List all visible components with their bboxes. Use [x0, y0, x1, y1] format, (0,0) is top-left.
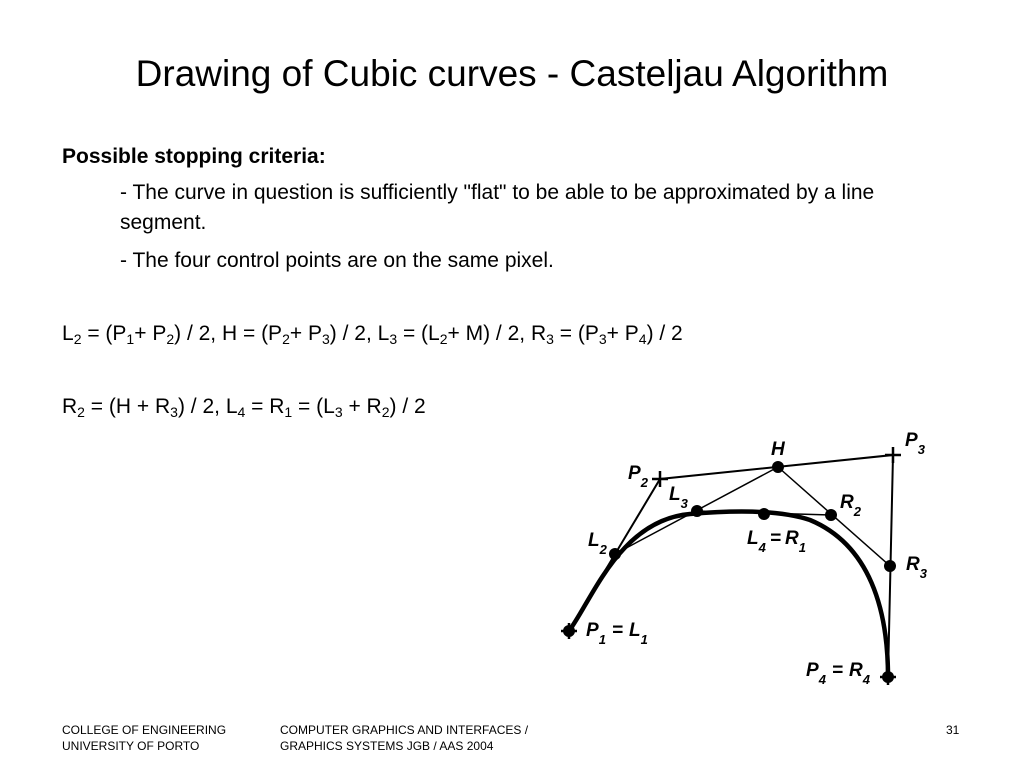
label-r2: $R_2$	[840, 492, 861, 519]
point-p1	[563, 625, 575, 637]
point-l4-r1	[758, 508, 770, 520]
p3-cross-marker	[885, 447, 901, 463]
page-number: 31	[946, 723, 960, 737]
point-r2	[825, 509, 837, 521]
bullet-same-pixel: - The four control points are on the same pixel.	[120, 249, 554, 272]
label-r3: $R_3$	[906, 554, 927, 581]
point-l3	[691, 505, 703, 517]
point-h	[772, 461, 784, 473]
footer-course-line1: COMPUTER GRAPHICS AND INTERFACES /	[280, 723, 529, 737]
point-r3	[884, 560, 896, 572]
point-l2	[609, 548, 621, 560]
slide-title: Drawing of Cubic curves - Casteljau Algorithm	[135, 53, 889, 94]
footer-institution	[62, 722, 226, 754]
footer-university: UNIVERSITY OF PORTO	[62, 739, 200, 753]
bullet-flatness: - The curve in question is sufficiently "flat" to be able to be approximated by a line segment.	[120, 181, 875, 234]
point-p4	[882, 671, 894, 683]
label-p2: $P_2$	[628, 463, 648, 490]
label-p4-r4: $P_4 = R_4$	[806, 660, 870, 687]
p2-cross-marker	[652, 471, 668, 487]
control-polygon	[569, 455, 893, 677]
label-p3: $P_3$	[905, 430, 925, 457]
footer-course	[280, 722, 528, 754]
label-h: H	[771, 439, 785, 460]
casteljau-diagram	[540, 425, 970, 705]
footer-course-line2: GRAPHICS SYSTEMS JGB / AAS 2004	[280, 739, 494, 753]
footer-college: COLLEGE OF ENGINEERING	[62, 723, 227, 737]
label-l2: $L_2$	[588, 530, 607, 557]
formula-line-1: $L_2 = (P_1+ P_2) / 2$, $H = (P_2+ P_3) / 2$, $L_3 = (L_2+ M) / 2$, $R_3 = (P_3+ P_4) / 2$	[62, 322, 683, 347]
label-p1-l1: $P_1 = L_1$	[586, 620, 648, 647]
formula-line-2: $R_2 = (H + R_3) / 2$, $L_4 = R_1 = (L_3 + R_2) / 2$	[62, 395, 426, 420]
label-l3: $L_3$	[669, 484, 688, 511]
stopping-criteria-heading: Possible stopping criteria:	[62, 145, 326, 168]
bezier-curve	[569, 512, 888, 677]
label-l4-r1: $L_4 = R_1$	[747, 528, 806, 555]
